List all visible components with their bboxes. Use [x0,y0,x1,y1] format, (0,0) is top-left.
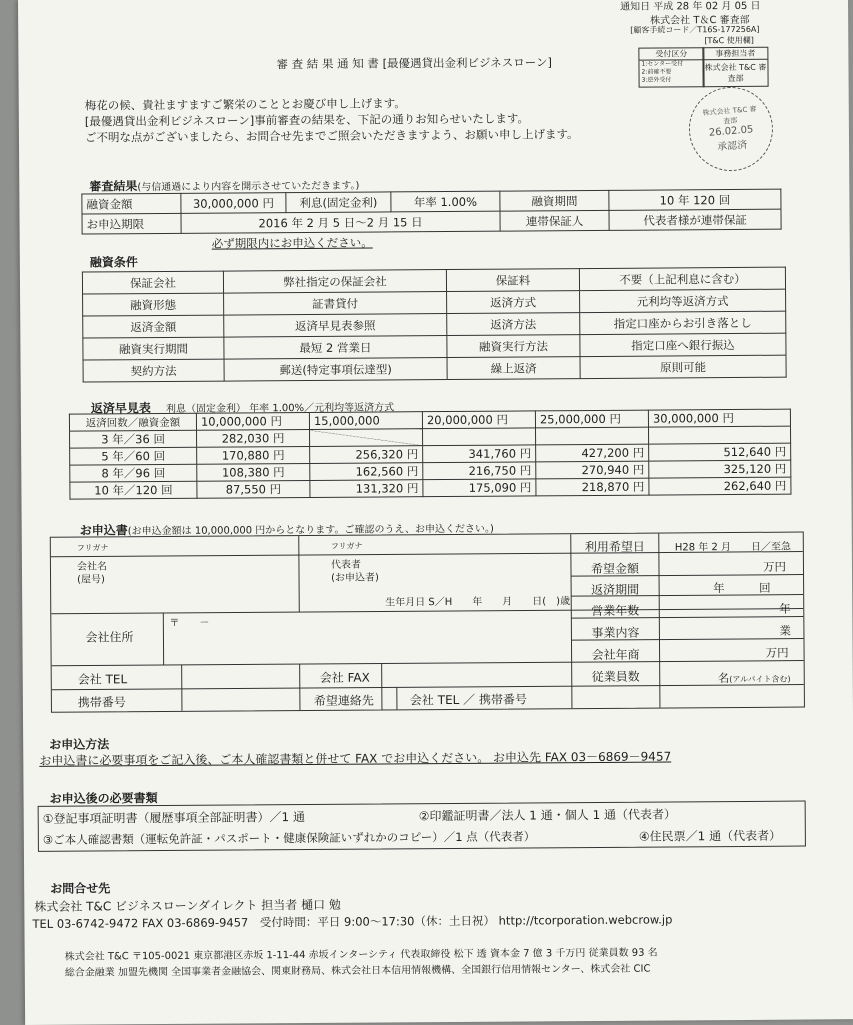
sales-label: 会社年商 [591,647,640,663]
document-title: 審 査 結 果 通 知 書 [最優遇貸出金利ビジネスローン] [276,55,552,72]
repay-row [70,477,791,499]
desired-amount-label: 希望金額 [590,561,640,577]
company-name-text: 会社名 [76,561,107,573]
form-heading-text: お申込書 [79,523,128,538]
result-heading-text: 審査結果 [89,179,138,194]
doc-item: ②印鑑証明書／法人 1 通・個人 1 通（代表者） [418,807,677,824]
intro-text [85,94,579,145]
apply-value: 2016 年 2 月 5 日～2 月 15 日 [181,211,500,233]
intro-line: ご不明な点がございましたら、お問合せ先までご照会いただきますよう、お願い申し上げます。 [84,127,579,145]
rate-value: 年率 1.00% [391,191,500,212]
guarantor-label: 連帯保証人 [500,210,609,231]
apply-label: お申込期限 [82,213,181,234]
conditions-table [82,267,787,383]
repay-term: 10 年／120 回 [70,481,197,499]
repay-cell: 341,760 円 [423,445,536,463]
date-value: H28 年 2 月 日／至急 [674,541,792,554]
deadline-warning: 必ず期限内にお申込ください。 [211,235,373,251]
rep-note-text: (お申込者) [331,572,379,584]
date-label: 利用希望日 [584,539,645,555]
furigana-label: フリガナ [330,541,363,551]
years-unit: 年 [779,601,791,616]
handler-value: 株式会社 T&C 審査部 [704,62,767,84]
cond-value: 証書貸付 [224,292,447,316]
fax-label: 会社 FAX [319,670,370,685]
repay-cell: 218,870 円 [536,478,649,496]
form-heading-note: (お申込金額は 10,000,000 円からとなります。ご確認のうえ、お申込ください。) [127,523,494,538]
intro-line: [最優遇貸出金利ビジネスローン]事前審査の結果を、下記の通りお知らせいたします。 [84,111,530,129]
stamp-bottom: 承認済 [716,139,748,154]
cond-value: 指定口座からお引き落とし [580,311,786,334]
staff-note-text: (アルバイト含む) [729,674,791,685]
cond-label: 返済方式 [447,291,580,314]
guarantor-value: 代表者様が連帯保証 [609,209,781,230]
cond-value: 弊社指定の保証会社 [223,270,446,294]
trade-name-text: (屋号) [77,574,105,586]
rate-label: 利息(固定金利) [286,192,391,213]
repay-amount-header: 30,000,000 円 [648,409,790,427]
repay-table [69,409,792,500]
repay-amount-header: 20,000,000 円 [422,411,535,429]
repay-term: 5 年／60 回 [70,447,197,465]
method-heading: お申込方法 [49,737,110,752]
docs-heading: お申込後の必要書類 [49,791,158,806]
cond-value: 原則可能 [580,355,786,378]
sales-unit: 万円 [765,645,789,660]
repay-cell: 427,200 円 [536,444,649,462]
handler-title: 事務担当者 [703,48,767,60]
footer-line: 総合金融業 加盟先機関 全国事業者金融協会、関東財務局、株式会社日本信用情報機構、全国銀行信用情報センター、株式会社 CIC [64,963,651,979]
cond-label: 融資実行期間 [83,337,224,360]
cond-label: 契約方法 [83,359,224,382]
rep-text: 代表者 [330,559,361,571]
contact-options: 会社 TEL ／ 携帯番号 [409,692,527,708]
repay-cell: 170,880 円 [197,446,310,464]
intake-item: 3:逆外受付 [641,76,672,84]
postal-mark: 〒 － [169,617,210,629]
contact-line: TEL 03-6742-9472 FAX 03-6869-9457 受付時間：平日 9:00～17:30（休：土日祝） http://tcorporation.webcrow.jp [32,912,673,931]
repay-cell: 325,120 円 [649,460,791,478]
business-unit: 業 [779,623,791,638]
repay-cell: 87,550 円 [197,480,310,498]
cond-label: 保証会社 [82,271,223,294]
usage-label: [T&C 使用欄] [704,35,754,46]
intake-items [639,60,703,84]
business-label: 事業内容 [591,625,640,641]
application-form [50,532,805,713]
repay-cell: 175,090 円 [423,479,536,497]
staff-unit [718,667,791,687]
cond-value: 郵送(特定事項伝達型) [224,358,447,382]
repay-cell [648,426,790,444]
repay-cell: 256,320 円 [310,446,423,464]
repay-amount-header: 15,000,000 [309,412,422,430]
staff-label: 従業員数 [591,669,640,685]
repay-amount-header: 25,000,000 円 [535,410,648,428]
representative-label [331,558,379,584]
form-grid-lines [51,533,804,712]
amount-value: 30,000,000 円 [181,193,286,214]
cond-label: 返済方法 [447,313,580,336]
cond-value: 指定口座へ銀行振込 [580,333,786,356]
birthdate-field: 生年月日 S／H 年 月 日( )歳 [385,596,571,609]
cond-label: 融資形態 [83,293,224,316]
cond-label: 繰上返済 [447,357,580,380]
repay-corner: 返済回数／融資金額 [69,413,196,431]
approval-stamp [686,84,776,174]
notice-date: 通知日 平成 28 年 02 月 05 日 [620,0,761,13]
result-heading-note: (与信通過により内容を開示させていただきます。) [137,180,360,194]
stamp-top: 株式会社 T&C 審査部 [702,105,757,126]
tel-label: 会社 TEL [77,672,128,687]
cond-value: 返済早見表参照 [224,314,447,338]
document-page [18,0,853,1025]
repay-cell: 131,320 円 [310,480,423,498]
repay-cell: 162,560 円 [310,463,423,481]
contact-label: 希望連絡先 [313,693,374,708]
cond-value: 元利均等返済方式 [580,289,786,312]
docs-box [38,801,806,852]
form-grid [51,533,804,712]
repay-cell: 512,640 円 [649,443,791,461]
repay-cell: 108,380 円 [197,463,310,481]
years-label: 営業年数 [591,603,640,619]
conditions-row [83,355,786,382]
cond-value: 最短 2 営業日 [224,336,447,360]
amount-label: 融資金額 [82,193,181,214]
repay-heading-note: 利息（固定金利） 年率 1.00%／元利均等返済方式 [165,402,395,415]
period-label: 融資期間 [500,190,609,211]
handler-box [702,47,768,87]
footer-line: 株式会社 T&C 〒105-0021 東京都港区赤坂 1-11-44 赤坂インターシティ 代表取締役 松下 透 資本金 7 億 3 千万円 従業員数 93 名 [64,947,658,963]
stamp-date: 26.02.05 [708,124,754,139]
desired-amount-unit: 万円 [762,559,787,574]
mobile-label: 携帯番号 [77,695,126,710]
cond-label: 返済金額 [83,315,224,338]
issuer-company: 株式会社 T＆C 審査部 [650,14,750,27]
doc-item: ④住民票／1 通（代表者） [638,828,782,844]
doc-item: ①登記事項証明書（履歴事項全部証明書）／1 通 [42,810,305,826]
method-text: お申込書に必要事項をご記入後、ご本人確認書類と併せて FAX でお申込ください。 お申込先 FAX 03－6869－9457 [39,749,672,768]
customer-code: [顧客手続コード／T16S-177256A] [630,24,760,35]
cond-value: 不要（上記利息に含む） [579,267,785,290]
repay-cell [535,427,648,445]
intake-item: 1:センター受付 [641,60,684,68]
contact-heading: お問合せ先 [50,881,111,896]
cond-label: 保証料 [446,269,579,292]
staff-unit-text: 名 [717,671,730,686]
address-label: 会社住所 [85,630,134,645]
repay-amount-header: 10,000,000 円 [196,412,309,430]
conditions-heading: 融資条件 [89,255,138,270]
intake-title: 受付区分 [639,48,703,60]
repay-cell [423,428,536,446]
repay-term: 8 年／96 回 [70,464,197,482]
period-value: 10 年 120 回 [609,189,781,210]
company-name-label [77,560,107,586]
repay-term: 3 年／36 回 [70,430,197,448]
repay-cell: 216,750 円 [423,462,536,480]
repay-cell: 270,940 円 [536,461,649,479]
repay-cell: 262,640 円 [649,477,791,495]
repay-period-unit: 年 回 [713,580,771,596]
intake-item: 2:前確不要 [641,68,672,76]
contact-line: 株式会社 T&C ビジネスローンダイレクト 担当者 樋口 勉 [34,897,341,914]
result-table [81,189,781,235]
intake-box [638,47,704,87]
intro-line: 梅花の候、貴社ますますご繁栄のこととお慶び申し上げます。 [84,96,406,113]
repay-cell [310,429,423,447]
repay-cell: 282,030 円 [197,429,310,447]
repay-heading-text: 返済早見表 [90,401,151,416]
cond-label: 融資実行方法 [447,335,580,358]
furigana-label: フリガナ [76,543,109,553]
repay-period-label: 返済期間 [591,582,640,598]
doc-item: ③ご本人確認書類（運転免許証・パスポート・健康保険証いずれかのコピー）／1 点（代表者） [42,829,536,847]
